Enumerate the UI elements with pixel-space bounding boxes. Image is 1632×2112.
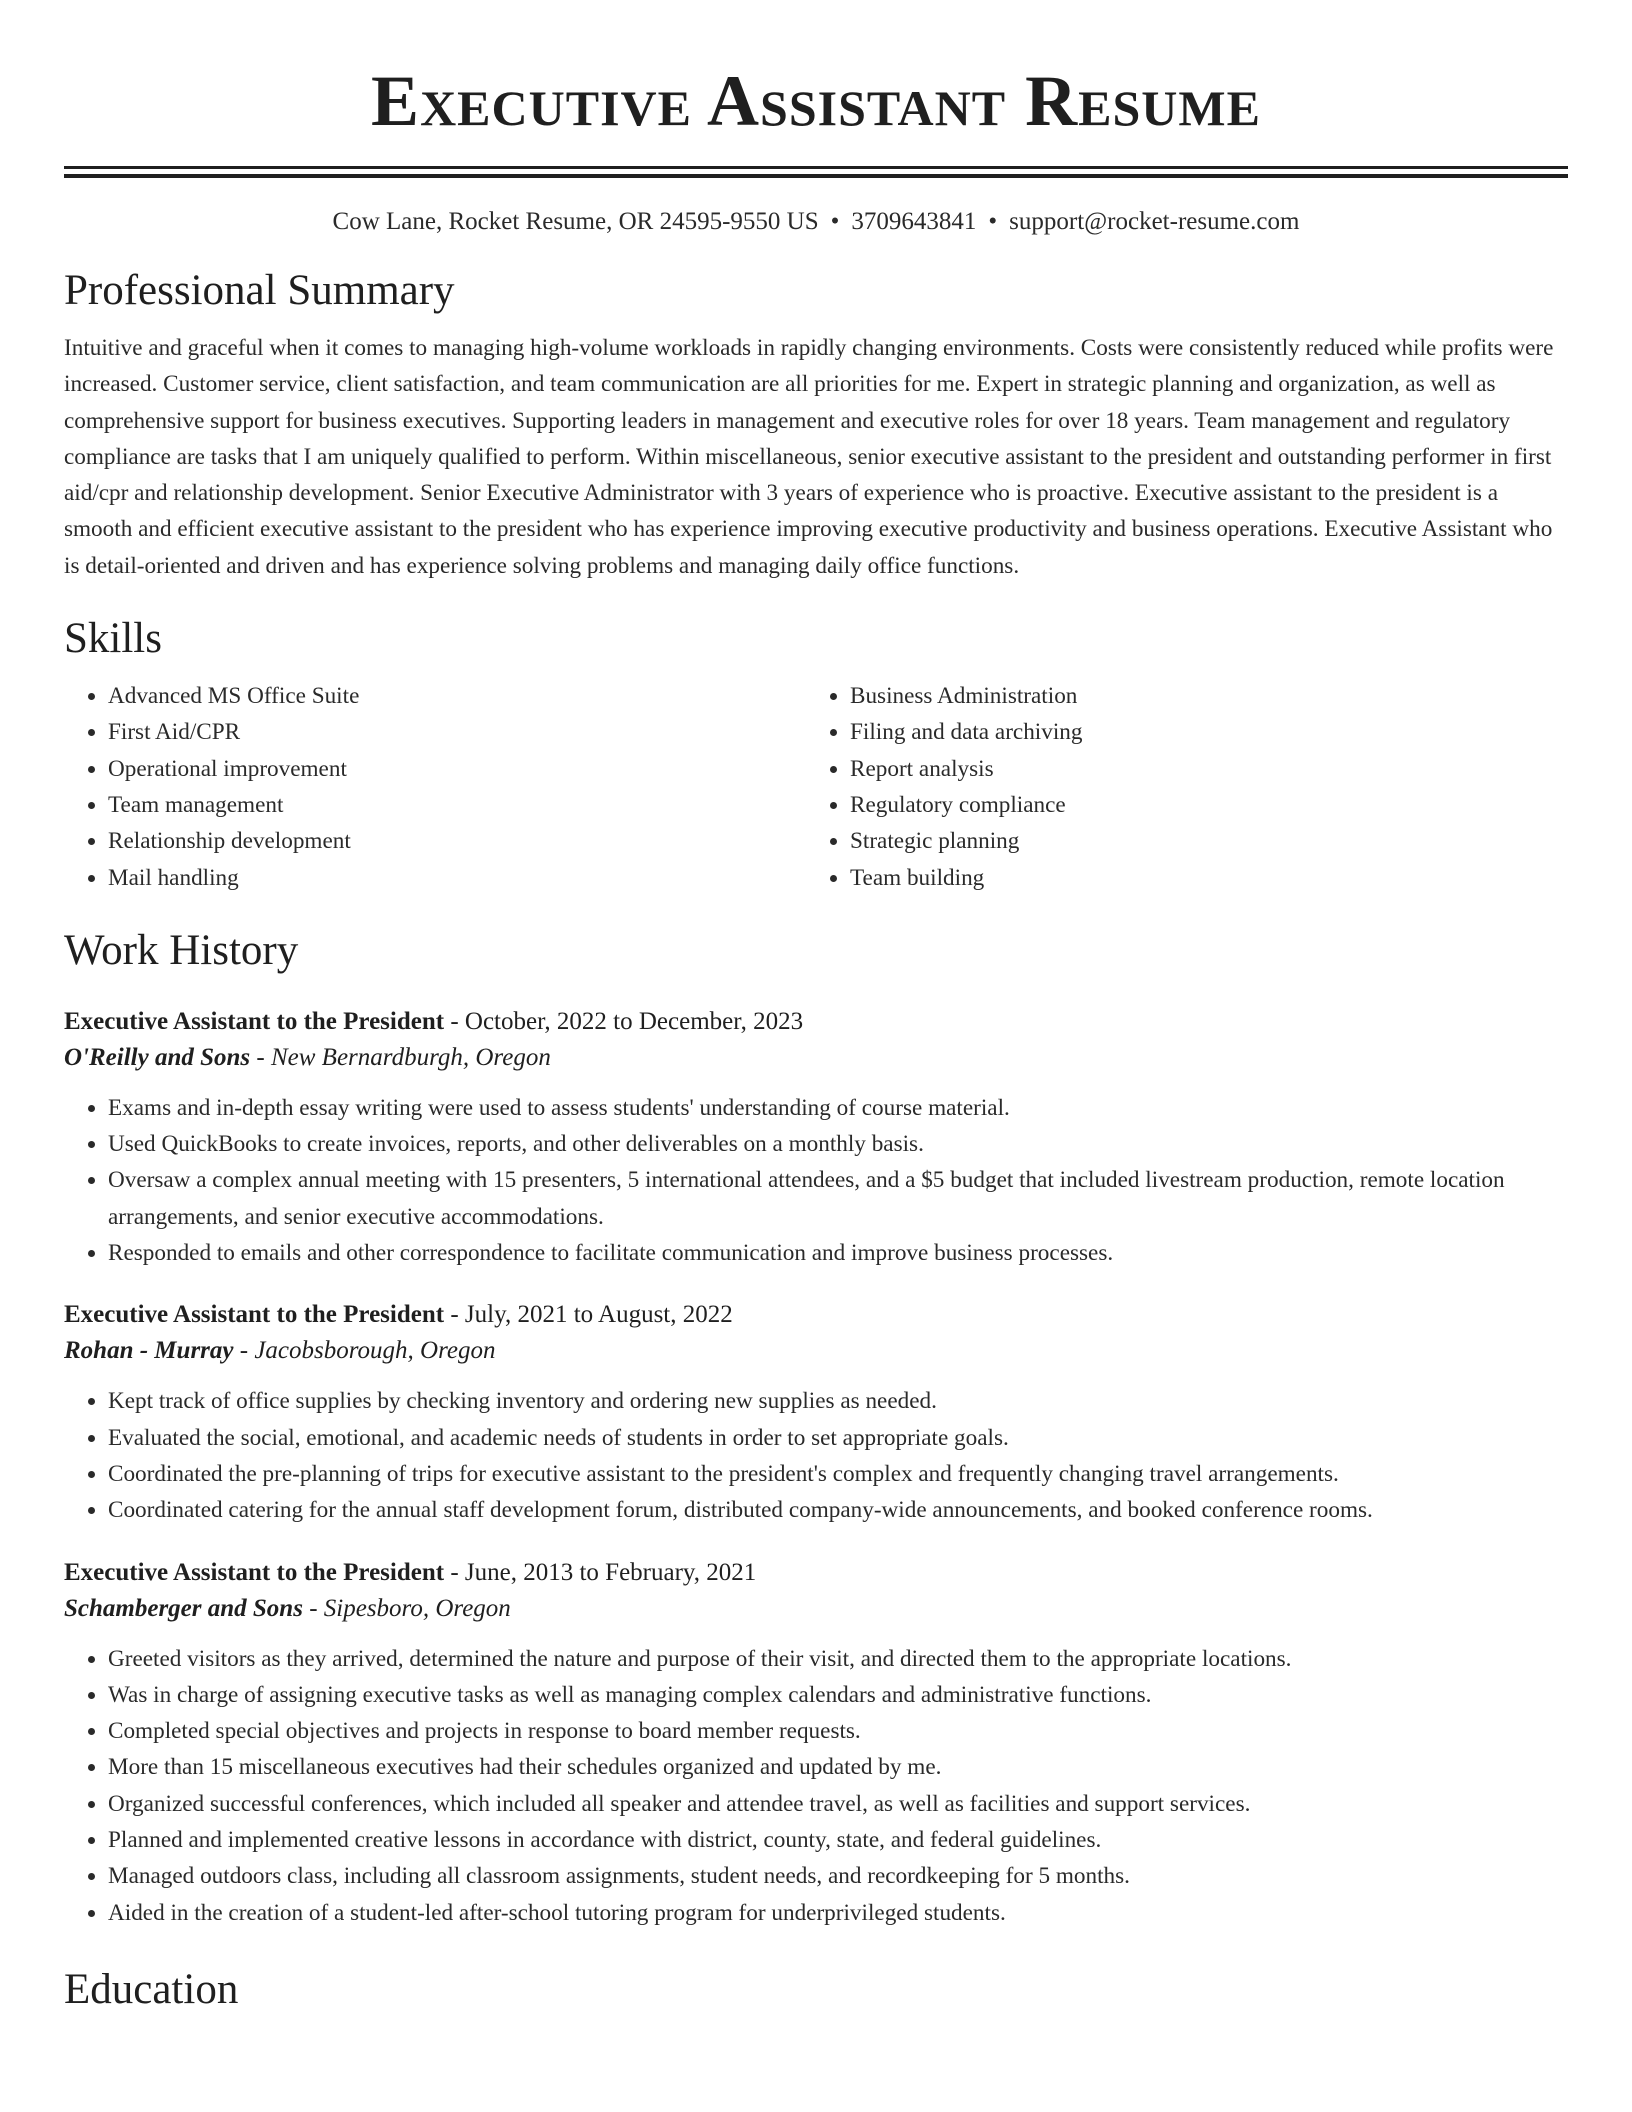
job-bullets [64, 1641, 1568, 1931]
contact-phone: 3709643841 [851, 208, 977, 235]
job-bullet: • Greeted visitors as they arrived, determined the nature and purpose of their visit, and directed them to the appropriate locations. [108, 1641, 1568, 1677]
job-bullet: • Exams and in-depth essay writing were used to assess students' understanding of course material. [108, 1090, 1568, 1126]
summary-heading: Professional Summary [64, 267, 455, 314]
education-heading: Education [64, 1965, 239, 2013]
job-title-line: Executive Assistant to the President - July, 2021 to August, 2022 [64, 1301, 733, 1329]
job-bullet: • Aided in the creation of a student-led after-school tutoring program for underprivileged students. [108, 1895, 1568, 1931]
skill-item: • Relationship development [108, 823, 806, 859]
skill-item: • Filing and data archiving [850, 714, 1548, 750]
job-bullet: • Used QuickBooks to create invoices, reports, and other deliverables on a monthly basis. [108, 1126, 1568, 1162]
skill-item: • Report analysis [850, 751, 1548, 787]
contact-separator: • [830, 208, 840, 235]
company-name: Rohan - Murray [64, 1337, 234, 1365]
contact-line [64, 206, 1568, 238]
job-entry [64, 1004, 1568, 1271]
skill-item: • Regulatory compliance [850, 787, 1548, 823]
company-location: New Bernardburgh, Oregon [270, 1043, 551, 1071]
skill-item: • Team building [850, 860, 1548, 896]
job-dates: October, 2022 to December, 2023 [464, 1007, 804, 1035]
job-bullets [64, 1090, 1568, 1271]
contact-address: Cow Lane, Rocket Resume, OR 24595-9550 US [332, 208, 819, 235]
company-line: O'Reilly and Sons - New Bernardburgh, Oregon [64, 1043, 551, 1071]
title-divider [64, 166, 1568, 178]
skills-heading: Skills [64, 615, 162, 663]
job-bullets [64, 1383, 1568, 1528]
skill-item: • First Aid/CPR [108, 714, 806, 750]
job-entry [64, 1297, 1568, 1528]
skill-item: • Advanced MS Office Suite [108, 678, 806, 714]
skill-item: • Strategic planning [850, 823, 1548, 859]
job-bullet: • Coordinated the pre-planning of trips for executive assistant to the president's complex and frequently changing travel arrangements. [108, 1456, 1568, 1492]
summary-text: Intuitive and graceful when it comes to managing high-volume workloads in rapidly changing environments. Costs were consistently reduced while profits were increased. Customer service, client satisfaction, and team communication are all priorities for me. Expert in strategic planning and organization, as well as comprehensive support for business executives. Supporting leaders in management and executive roles for over 18 years. Team management and regulatory compliance are tasks that I am uniquely qualified to perform. Within miscellaneous, senior executive assistant to the president and outstanding performer in first aid/cpr and relationship development. Senior Executive Administrator with 3 years of experience who is proactive. Executive assistant to the president is a smooth and efficient executive assistant to the president who has experience improving executive productivity and business operations. Executive Assistant who is detail-oriented and driven and has experience solving problems and managing daily office functions. [64, 335, 1554, 579]
job-title: Executive Assistant to the President [64, 1301, 445, 1329]
skills-list [64, 678, 1568, 896]
job-title-line: Executive Assistant to the President - June, 2013 to February, 2021 [64, 1558, 757, 1586]
job-bullet: • Responded to emails and other correspondence to facilitate communication and improve business processes. [108, 1235, 1568, 1271]
job-bullet: • Completed special objectives and projects in response to board member requests. [108, 1713, 1568, 1749]
job-title: Executive Assistant to the President [64, 1007, 445, 1035]
skill-item: • Mail handling [108, 860, 806, 896]
skill-item: • Operational improvement [108, 751, 806, 787]
contact-email: support@rocket-resume.com [1009, 208, 1300, 235]
job-bullet: • Managed outdoors class, including all classroom assignments, student needs, and recordkeeping for 5 months. [108, 1858, 1568, 1894]
skills-column-left [64, 678, 806, 896]
job-bullet: • Was in charge of assigning executive tasks as well as managing complex calendars and administrative functions. [108, 1677, 1568, 1713]
company-location: Sipesboro, Oregon [323, 1594, 511, 1622]
company-line: Schamberger and Sons - Sipesboro, Oregon [64, 1594, 511, 1622]
company-location: Jacobsborough, Oregon [254, 1337, 496, 1365]
job-bullet: • Kept track of office supplies by checking inventory and ordering new supplies as needed. [108, 1383, 1568, 1419]
job-dates: June, 2013 to February, 2021 [464, 1558, 757, 1586]
job-bullet: • Oversaw a complex annual meeting with 15 presenters, 5 international attendees, and a $5 budget that included livestream production, remote location arrangements, and senior executive accommodations. [108, 1162, 1568, 1235]
skills-column-right [806, 678, 1548, 896]
job-bullet: • Planned and implemented creative lessons in accordance with district, county, state, and federal guidelines. [108, 1822, 1568, 1858]
resume-title: Executive Assistant Resume [371, 61, 1261, 141]
work-history-heading: Work History [64, 926, 299, 974]
skill-item: • Team management [108, 787, 806, 823]
contact-separator: • [988, 208, 998, 235]
company-name: O'Reilly and Sons [64, 1043, 251, 1071]
job-bullet: • Organized successful conferences, which included all speaker and attendee travel, as well as facilities and support services. [108, 1786, 1568, 1822]
company-name: Schamberger and Sons [64, 1594, 303, 1622]
company-line: Rohan - Murray - Jacobsborough, Oregon [64, 1337, 496, 1365]
job-title-line: Executive Assistant to the President - October, 2022 to December, 2023 [64, 1007, 804, 1035]
job-entry [64, 1555, 1568, 1931]
job-title: Executive Assistant to the President [64, 1558, 445, 1586]
job-bullet: • More than 15 miscellaneous executives had their schedules organized and updated by me. [108, 1749, 1568, 1785]
job-bullet: • Evaluated the social, emotional, and academic needs of students in order to set appropriate goals. [108, 1420, 1568, 1456]
job-dates: July, 2021 to August, 2022 [464, 1301, 733, 1329]
skill-item: • Business Administration [850, 678, 1548, 714]
job-bullet: • Coordinated catering for the annual staff development forum, distributed company-wide announcements, and booked conference rooms. [108, 1492, 1568, 1528]
